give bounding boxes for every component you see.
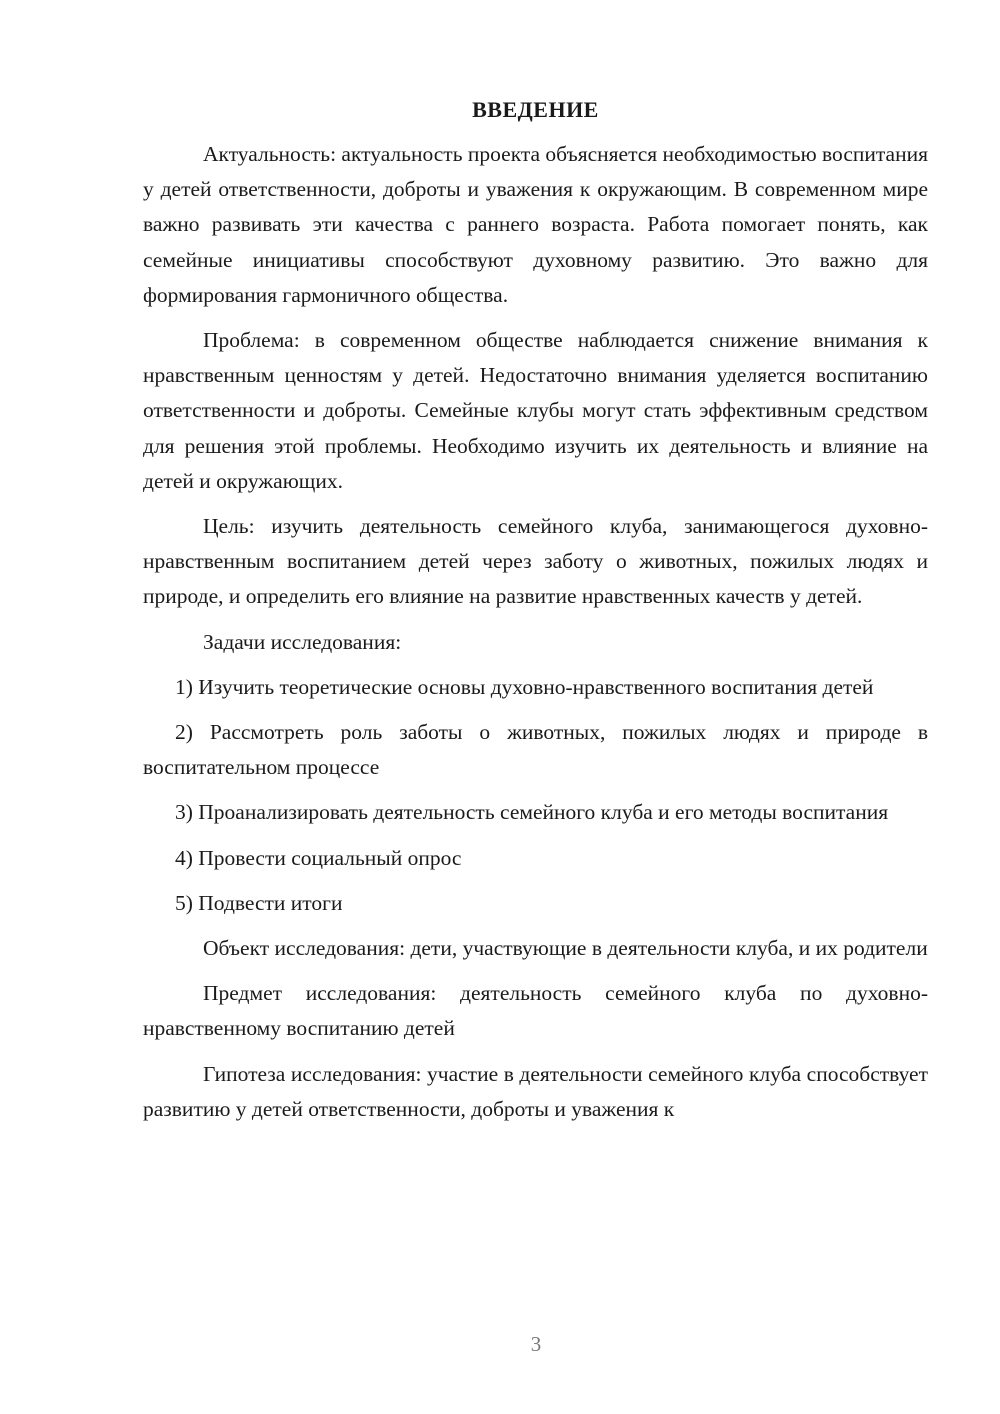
task-item-5: 5) Подвести итоги: [175, 890, 343, 915]
page-number: 3: [530, 1332, 542, 1356]
paragraph-relevance: Актуальность: актуальность проекта объясняется необходимостью воспитания у детей ответственности, доброты и уважения к окружающим. В современном мире важно развивать эти качества с раннего возраста. Работа помогает понять, как семейные инициативы способствуют духовному развитию. Это важно для формирования гармоничного общества.: [143, 142, 928, 307]
paragraph-problem: Проблема: в современном обществе наблюдается снижение внимания к нравственным ценностям у детей. Недостаточно внимания уделяется воспитанию ответственности и доброты. Семейные клубы могут стать эффективным средством для решения этой проблемы. Необходимо изучить их деятельность и влияние на детей и окружающих.: [143, 328, 928, 493]
task-item-1: 1) Изучить теоретические основы духовно-нравственного воспитания детей: [175, 674, 874, 699]
task-item-3: 3) Проанализировать деятельность семейного клуба и его методы воспитания: [175, 800, 889, 825]
task-item-2: 2) Рассмотреть роль заботы о животных, пожилых людях и природе в воспитательном процессе: [143, 720, 928, 780]
paragraph-hypothesis: Гипотеза исследования: участие в деятельности семейного клуба способствует развитию у детей ответственности, доброты и уважения к: [143, 1061, 928, 1121]
section-title: ВВЕДЕНИЕ: [472, 97, 599, 122]
paragraph-subject: Предмет исследования: деятельность семейного клуба по духовно-нравственному воспитанию детей: [143, 981, 928, 1041]
paragraph-tasks-heading: Задачи исследования:: [203, 629, 402, 654]
paragraph-goal: Цель: изучить деятельность семейного клуба, занимающегося духовно-нравственным воспитанием детей через заботу о животных, пожилых людях и природе, и определить его влияние на развитие нравственных качеств у детей.: [143, 514, 928, 609]
document-page: [143, 92, 928, 1137]
task-item-4: 4) Провести социальный опрос: [175, 845, 462, 870]
paragraph-object: Объект исследования: дети, участвующие в деятельности клуба, и их родители: [203, 936, 928, 961]
